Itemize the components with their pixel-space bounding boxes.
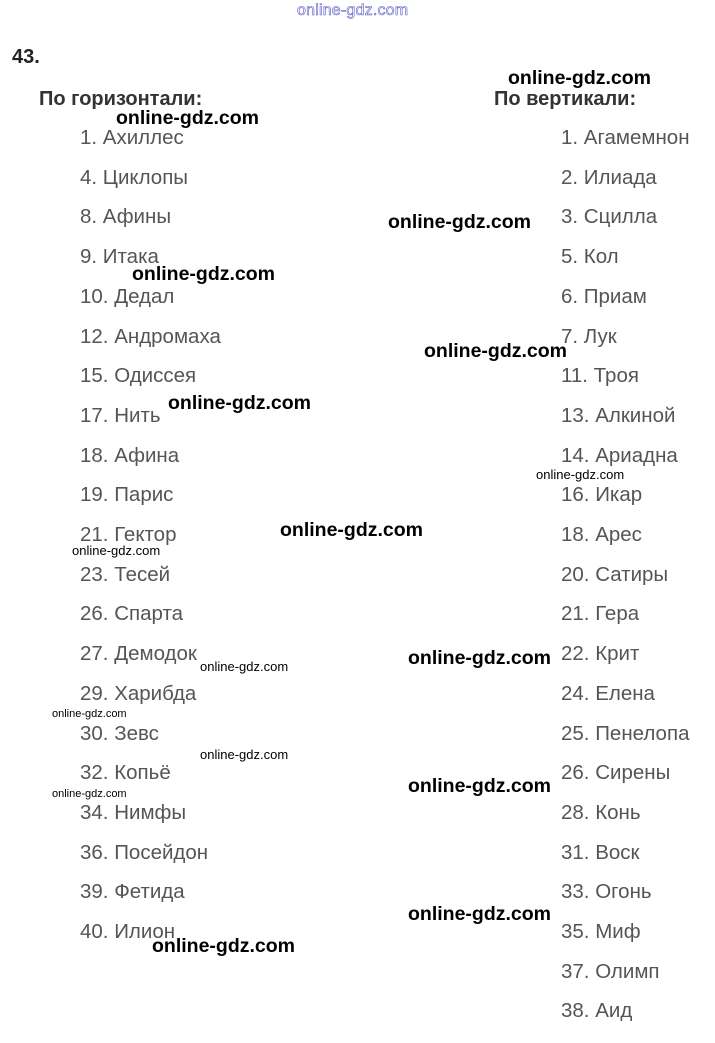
watermark: online-gdz.com <box>536 467 625 482</box>
header-watermark: online-gdz.com <box>297 2 409 19</box>
answer-item: 26. Сирены <box>561 761 671 785</box>
answer-item: 21. Гера <box>561 602 640 626</box>
watermark: online-gdz.com <box>152 935 295 957</box>
answer-item: 12. Андромаха <box>80 324 221 348</box>
answer-item: 4. Циклопы <box>80 165 189 189</box>
vertical-title: По вертикали: <box>494 88 637 110</box>
answer-item: 20. Сатиры <box>561 562 669 586</box>
answer-item: 27. Демодок <box>80 642 197 666</box>
watermark: online-gdz.com <box>200 747 289 762</box>
watermark: online-gdz.com <box>52 708 127 720</box>
answer-item: 13. Алкиной <box>561 403 676 427</box>
answer-item: 31. Воск <box>561 840 640 864</box>
task-number: 43. <box>12 46 40 68</box>
watermark: online-gdz.com <box>408 647 551 669</box>
watermark: online-gdz.com <box>168 392 311 414</box>
answer-item: 29. Харибда <box>80 681 197 705</box>
answer-item: 24. Елена <box>561 681 655 705</box>
answer-item: 8. Афины <box>80 205 172 229</box>
answer-item: 22. Крит <box>561 642 640 666</box>
answer-item: 26. Спарта <box>80 602 184 626</box>
answer-item: 37. Олимп <box>561 959 660 983</box>
watermark: online-gdz.com <box>508 67 651 89</box>
answer-item: 18. Арес <box>561 523 642 546</box>
answer-item: 32. Копьё <box>80 761 171 785</box>
watermark: online-gdz.com <box>52 788 127 800</box>
answer-item: 18. Афина <box>80 443 180 467</box>
watermark: online-gdz.com <box>388 211 531 233</box>
answer-item: 15. Одиссея <box>80 364 197 388</box>
watermark: online-gdz.com <box>72 543 161 558</box>
answer-item: 23. Тесей <box>80 562 171 586</box>
answer-item: 17. Нить <box>80 403 161 427</box>
answer-item: 10. Дедал <box>80 284 175 308</box>
answer-item: 6. Приам <box>561 284 647 308</box>
answer-item: 39. Фетида <box>80 880 185 904</box>
watermark: online-gdz.com <box>200 659 289 674</box>
answer-item: 9. Итака <box>80 245 159 269</box>
answer-item: 1. Ахиллес <box>80 126 184 149</box>
answer-item: 7. Лук <box>561 324 617 348</box>
answer-item: 25. Пенелопа <box>561 721 690 745</box>
answer-item: 35. Миф <box>561 920 641 943</box>
answer-item: 28. Конь <box>561 800 641 824</box>
answer-item: 34. Нимфы <box>80 800 187 824</box>
watermark: online-gdz.com <box>132 263 275 285</box>
watermark: online-gdz.com <box>408 775 551 797</box>
watermark: online-gdz.com <box>424 340 567 362</box>
watermark: online-gdz.com <box>116 107 259 129</box>
answer-item: 36. Посейдон <box>80 840 209 864</box>
answer-item: 5. Кол <box>561 245 619 269</box>
answer-item: 2. Илиада <box>561 165 657 189</box>
watermark: online-gdz.com <box>280 519 423 541</box>
answer-item: 16. Икар <box>561 483 643 507</box>
answer-item: 21. Гектор <box>80 523 177 546</box>
horizontal-title: По горизонтали: <box>39 88 203 110</box>
answer-item: 19. Парис <box>80 483 174 507</box>
answer-item: 33. Огонь <box>561 880 652 904</box>
answer-item: 11. Троя <box>561 364 639 388</box>
answer-item: 3. Сцилла <box>561 205 658 229</box>
watermark: online-gdz.com <box>408 903 551 925</box>
answer-item: 30. Зевс <box>80 721 159 745</box>
answer-item: 38. Аид <box>561 999 633 1023</box>
answer-item: 14. Ариадна <box>561 443 678 467</box>
answer-item: 1. Агамемнон <box>561 126 690 149</box>
answer-item: 40. Илион <box>80 920 176 943</box>
